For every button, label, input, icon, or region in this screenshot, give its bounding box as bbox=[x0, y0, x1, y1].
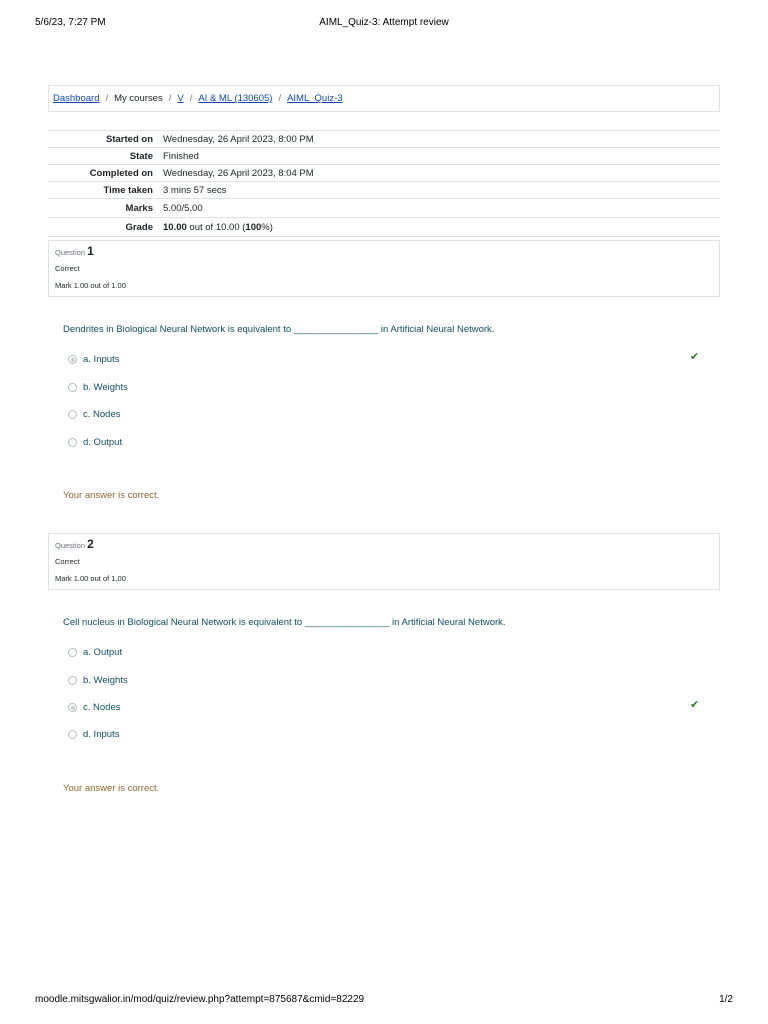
print-title: AIML_Quiz-3: Attempt review bbox=[319, 17, 449, 28]
print-page-number: 1/2 bbox=[719, 994, 733, 1005]
time-taken-value: 3 mins 57 secs bbox=[163, 184, 227, 196]
breadcrumb-dashboard-link[interactable]: Dashboard bbox=[53, 93, 100, 104]
attempt-summary-table bbox=[48, 130, 720, 237]
question-2-feedback: Your answer is correct. bbox=[63, 783, 160, 794]
question-1-state: Correct bbox=[55, 264, 80, 273]
radio-icon[interactable] bbox=[68, 383, 77, 392]
summary-row-started bbox=[48, 131, 720, 148]
print-url: moodle.mitsgwalior.in/mod/quiz/review.php?attempt=875687&cmid=82229 bbox=[35, 994, 365, 1005]
option-label: c. Nodes bbox=[83, 409, 121, 420]
breadcrumb-separator: / bbox=[189, 93, 193, 104]
question-label: Question bbox=[55, 248, 86, 257]
marks-label: Marks bbox=[125, 202, 153, 214]
radio-icon[interactable] bbox=[68, 410, 77, 419]
completed-on-label: Completed on bbox=[89, 167, 153, 179]
question-1-option-b[interactable] bbox=[68, 382, 128, 393]
question-2-state: Correct bbox=[55, 557, 80, 566]
question-2-text: Cell nucleus in Biological Neural Network is equivalent to ________________ in Artificial Neural Network. bbox=[63, 617, 506, 628]
check-icon: ✔ bbox=[690, 351, 700, 363]
grade-out-of: out of 10.00 ( bbox=[189, 221, 246, 233]
state-value: Finished bbox=[163, 150, 199, 162]
question-number: 1 bbox=[87, 244, 94, 258]
option-label: c. Nodes bbox=[83, 702, 121, 713]
state-label: State bbox=[129, 150, 153, 162]
question-1-mark: Mark 1.00 out of 1.00 bbox=[55, 281, 126, 290]
question-1-info bbox=[48, 240, 720, 297]
print-footer bbox=[35, 994, 733, 1008]
question-1-feedback: Your answer is correct. bbox=[63, 490, 160, 501]
grade-label: Grade bbox=[125, 221, 153, 233]
completed-on-value: Wednesday, 26 April 2023, 8:04 PM bbox=[163, 167, 314, 179]
breadcrumb-separator: / bbox=[168, 93, 172, 104]
option-label: b. Weights bbox=[83, 675, 128, 686]
breadcrumb-semester-link[interactable]: V bbox=[177, 93, 184, 104]
breadcrumb bbox=[48, 85, 720, 112]
print-header bbox=[35, 17, 733, 31]
radio-icon[interactable] bbox=[68, 676, 77, 685]
option-label: a. Output bbox=[83, 647, 123, 658]
grade-percent-end: %) bbox=[261, 221, 273, 233]
question-1-number bbox=[55, 244, 94, 258]
question-2-option-c[interactable] bbox=[68, 702, 121, 713]
option-label: d. Inputs bbox=[83, 729, 120, 740]
breadcrumb-separator: / bbox=[105, 93, 109, 104]
summary-row-state bbox=[48, 148, 720, 165]
question-2-mark: Mark 1.00 out of 1.00 bbox=[55, 574, 126, 583]
option-label: d. Output bbox=[83, 437, 123, 448]
question-2-info bbox=[48, 533, 720, 590]
question-2-number bbox=[55, 537, 94, 551]
breadcrumb-quiz-link[interactable]: AIML_Quiz-3 bbox=[287, 93, 343, 104]
question-1-option-a[interactable] bbox=[68, 354, 119, 365]
summary-row-completed bbox=[48, 165, 720, 182]
breadcrumb-course-link[interactable]: AI & ML (130605) bbox=[198, 93, 273, 104]
question-2-option-b[interactable] bbox=[68, 675, 128, 686]
grade-score: 10.00 bbox=[163, 221, 187, 233]
radio-icon[interactable] bbox=[68, 648, 77, 657]
started-on-label: Started on bbox=[106, 133, 153, 145]
started-on-value: Wednesday, 26 April 2023, 8:00 PM bbox=[163, 133, 314, 145]
radio-icon[interactable] bbox=[68, 730, 77, 739]
summary-row-time bbox=[48, 182, 720, 199]
radio-checked-icon[interactable] bbox=[68, 355, 77, 364]
time-taken-label: Time taken bbox=[103, 184, 153, 196]
question-2-option-a[interactable] bbox=[68, 647, 122, 658]
question-1-option-d[interactable] bbox=[68, 437, 122, 448]
print-date: 5/6/23, 7:27 PM bbox=[35, 17, 106, 28]
option-label: b. Weights bbox=[83, 382, 128, 393]
grade-value bbox=[158, 218, 720, 237]
option-label: a. Inputs bbox=[83, 354, 120, 365]
summary-row-marks bbox=[48, 199, 720, 218]
summary-row-grade bbox=[48, 218, 720, 237]
marks-value: 5.00/5.00 bbox=[163, 202, 203, 214]
question-number: 2 bbox=[87, 537, 94, 551]
question-1-option-c[interactable] bbox=[68, 409, 121, 420]
grade-percent: 100 bbox=[245, 221, 262, 233]
question-2-option-d[interactable] bbox=[68, 729, 119, 740]
radio-checked-icon[interactable] bbox=[68, 703, 77, 712]
question-label: Question bbox=[55, 541, 86, 550]
check-icon: ✔ bbox=[690, 699, 700, 711]
breadcrumb-separator: / bbox=[278, 93, 282, 104]
radio-icon[interactable] bbox=[68, 438, 77, 447]
question-1-text: Dendrites in Biological Neural Network is equivalent to ________________ in Artificial Neural Network. bbox=[63, 324, 495, 335]
breadcrumb-my-courses: My courses bbox=[114, 93, 163, 104]
